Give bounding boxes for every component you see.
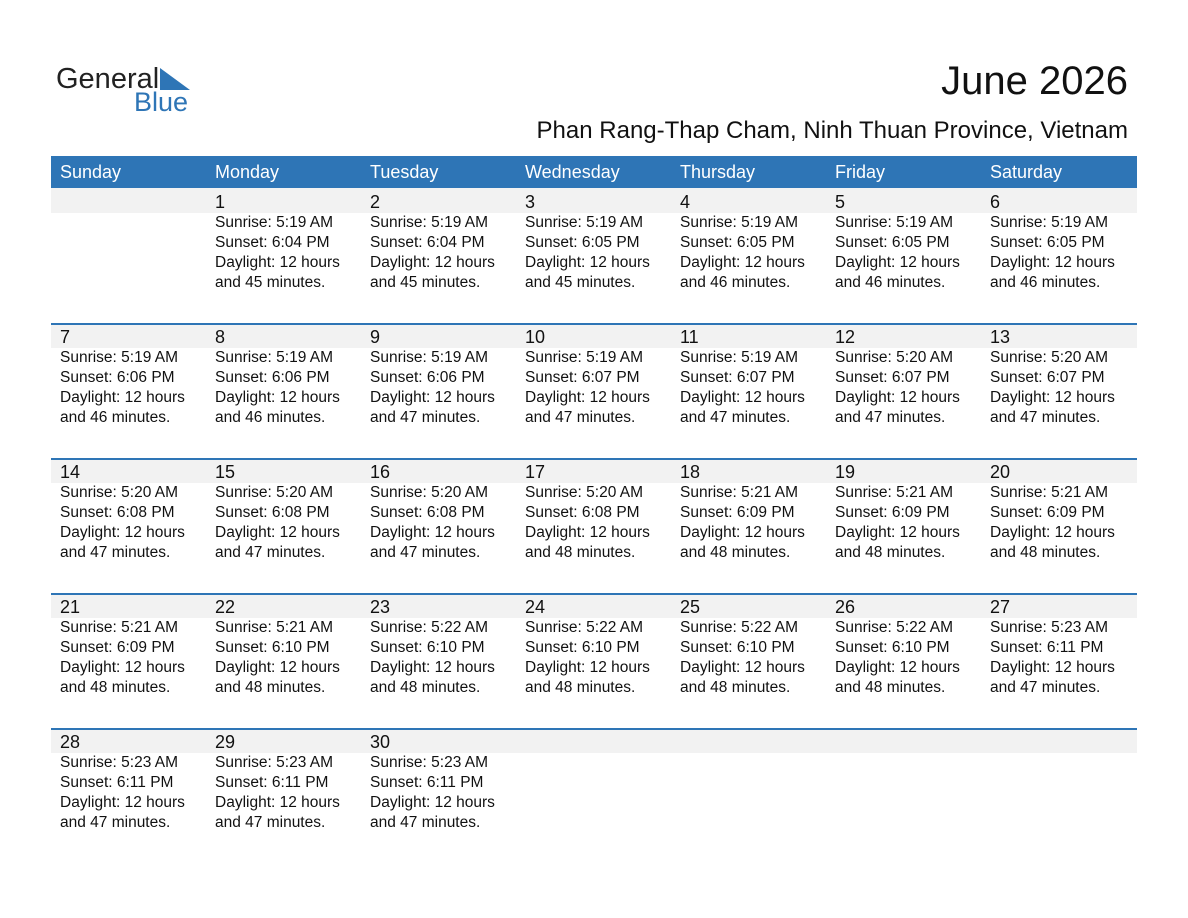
day-number bbox=[525, 728, 671, 753]
sunset-text: Sunset: 6:10 PM bbox=[215, 639, 330, 656]
sunrise-text: Sunrise: 5:19 AM bbox=[215, 214, 334, 231]
daylight-text: Daylight: 12 hours bbox=[370, 794, 495, 811]
calendar-week-row bbox=[51, 728, 1137, 863]
daylight-minutes-text: and 48 minutes. bbox=[835, 679, 946, 696]
sunset-text: Sunset: 6:05 PM bbox=[990, 234, 1105, 251]
daylight-minutes-text: and 47 minutes. bbox=[990, 679, 1101, 696]
daylight-text: Daylight: 12 hours bbox=[525, 389, 650, 406]
daylight-text: Daylight: 12 hours bbox=[680, 254, 805, 271]
sunset-text: Sunset: 6:10 PM bbox=[370, 639, 485, 656]
day-number: 16 bbox=[370, 462, 391, 482]
sunrise-text: Sunrise: 5:23 AM bbox=[60, 754, 179, 771]
day-number: 15 bbox=[215, 462, 236, 482]
sunrise-text: Sunrise: 5:22 AM bbox=[680, 619, 799, 636]
calendar-weeks bbox=[51, 188, 1137, 863]
sunset-text: Sunset: 6:08 PM bbox=[60, 504, 175, 521]
day-cell bbox=[361, 188, 516, 293]
day-cell bbox=[206, 728, 361, 833]
sunset-text: Sunset: 6:05 PM bbox=[835, 234, 950, 251]
sunrise-text: Sunrise: 5:21 AM bbox=[990, 484, 1109, 501]
daylight-minutes-text: and 45 minutes. bbox=[370, 274, 481, 291]
daylight-minutes-text: and 47 minutes. bbox=[215, 814, 326, 831]
sunrise-text: Sunrise: 5:20 AM bbox=[525, 484, 644, 501]
day-cell bbox=[516, 728, 671, 833]
sunrise-text: Sunrise: 5:20 AM bbox=[60, 484, 179, 501]
location-subtitle: Phan Rang-Thap Cham, Ninh Thuan Province, Vietnam bbox=[536, 117, 1128, 144]
daylight-text: Daylight: 12 hours bbox=[215, 659, 340, 676]
day-cell bbox=[51, 728, 206, 833]
weekday-header-sunday: Sunday bbox=[60, 162, 122, 182]
sunrise-text: Sunrise: 5:19 AM bbox=[680, 349, 799, 366]
daylight-text: Daylight: 12 hours bbox=[215, 389, 340, 406]
sunset-text: Sunset: 6:07 PM bbox=[680, 369, 795, 386]
day-cell bbox=[516, 458, 671, 563]
day-cell bbox=[361, 323, 516, 428]
day-number: 17 bbox=[525, 462, 546, 482]
day-cell bbox=[981, 323, 1137, 428]
daylight-minutes-text: and 48 minutes. bbox=[835, 544, 946, 561]
calendar-week-row bbox=[51, 323, 1137, 458]
day-number: 27 bbox=[990, 597, 1011, 617]
daylight-minutes-text: and 46 minutes. bbox=[680, 274, 791, 291]
daylight-minutes-text: and 47 minutes. bbox=[370, 544, 481, 561]
day-number: 7 bbox=[60, 327, 71, 347]
daylight-minutes-text: and 47 minutes. bbox=[60, 814, 171, 831]
sunset-text: Sunset: 6:08 PM bbox=[370, 504, 485, 521]
sunrise-text: Sunrise: 5:23 AM bbox=[990, 619, 1109, 636]
sunrise-text: Sunrise: 5:19 AM bbox=[370, 214, 489, 231]
daylight-text: Daylight: 12 hours bbox=[990, 659, 1115, 676]
day-cell bbox=[206, 458, 361, 563]
day-cell bbox=[826, 593, 981, 698]
sunset-text: Sunset: 6:09 PM bbox=[680, 504, 795, 521]
sunrise-text: Sunrise: 5:22 AM bbox=[370, 619, 489, 636]
daylight-text: Daylight: 12 hours bbox=[370, 389, 495, 406]
daylight-minutes-text: and 48 minutes. bbox=[525, 679, 636, 696]
day-number: 2 bbox=[370, 192, 381, 212]
day-number: 28 bbox=[60, 732, 81, 752]
sunset-text: Sunset: 6:04 PM bbox=[370, 234, 485, 251]
sunset-text: Sunset: 6:07 PM bbox=[835, 369, 950, 386]
sunset-text: Sunset: 6:06 PM bbox=[370, 369, 485, 386]
daylight-minutes-text: and 48 minutes. bbox=[525, 544, 636, 561]
day-number: 24 bbox=[525, 597, 546, 617]
weekday-header-wednesday: Wednesday bbox=[525, 162, 620, 182]
calendar-week-row bbox=[51, 458, 1137, 593]
sunrise-text: Sunrise: 5:23 AM bbox=[370, 754, 489, 771]
day-number: 9 bbox=[370, 327, 381, 347]
sunset-text: Sunset: 6:11 PM bbox=[990, 639, 1104, 656]
sunset-text: Sunset: 6:10 PM bbox=[525, 639, 640, 656]
day-number: 11 bbox=[680, 327, 699, 347]
day-number: 6 bbox=[990, 192, 1001, 212]
day-number: 13 bbox=[990, 327, 1011, 347]
sunset-text: Sunset: 6:09 PM bbox=[60, 639, 175, 656]
day-cell bbox=[51, 323, 206, 428]
logo bbox=[56, 62, 206, 120]
daylight-minutes-text: and 45 minutes. bbox=[215, 274, 326, 291]
sunset-text: Sunset: 6:07 PM bbox=[990, 369, 1105, 386]
week-cells bbox=[51, 458, 1137, 563]
sunset-text: Sunset: 6:11 PM bbox=[370, 774, 484, 791]
sunrise-text: Sunrise: 5:19 AM bbox=[835, 214, 954, 231]
day-number: 1 bbox=[215, 192, 226, 212]
week-cells bbox=[51, 188, 1137, 293]
day-number: 29 bbox=[215, 732, 236, 752]
day-number: 14 bbox=[60, 462, 81, 482]
daylight-text: Daylight: 12 hours bbox=[525, 659, 650, 676]
day-cell bbox=[826, 458, 981, 563]
sunset-text: Sunset: 6:04 PM bbox=[215, 234, 330, 251]
weekday-header-saturday: Saturday bbox=[990, 162, 1063, 182]
sunset-text: Sunset: 6:05 PM bbox=[525, 234, 640, 251]
page-title: June 2026 bbox=[941, 59, 1128, 103]
daylight-text: Daylight: 12 hours bbox=[60, 389, 185, 406]
daylight-text: Daylight: 12 hours bbox=[215, 794, 340, 811]
day-cell bbox=[981, 728, 1137, 833]
sunset-text: Sunset: 6:09 PM bbox=[835, 504, 950, 521]
logo-word-blue: Blue bbox=[134, 87, 189, 117]
day-number: 26 bbox=[835, 597, 856, 617]
daylight-text: Daylight: 12 hours bbox=[60, 659, 185, 676]
day-number: 21 bbox=[60, 597, 81, 617]
sunrise-text: Sunrise: 5:20 AM bbox=[370, 484, 489, 501]
daylight-text: Daylight: 12 hours bbox=[525, 254, 650, 271]
sunrise-text: Sunrise: 5:19 AM bbox=[60, 349, 179, 366]
sunset-text: Sunset: 6:08 PM bbox=[215, 504, 330, 521]
sunrise-text: Sunrise: 5:20 AM bbox=[835, 349, 954, 366]
day-number: 5 bbox=[835, 192, 846, 212]
sunrise-text: Sunrise: 5:19 AM bbox=[370, 349, 489, 366]
daylight-minutes-text: and 47 minutes. bbox=[990, 409, 1101, 426]
weekday-header-tuesday: Tuesday bbox=[370, 162, 439, 182]
day-cell bbox=[826, 188, 981, 293]
day-number: 4 bbox=[680, 192, 691, 212]
daylight-text: Daylight: 12 hours bbox=[525, 524, 650, 541]
daylight-minutes-text: and 48 minutes. bbox=[60, 679, 171, 696]
sunrise-text: Sunrise: 5:22 AM bbox=[835, 619, 954, 636]
day-cell bbox=[981, 188, 1137, 293]
sunrise-text: Sunrise: 5:20 AM bbox=[215, 484, 334, 501]
daylight-minutes-text: and 47 minutes. bbox=[525, 409, 636, 426]
day-number: 8 bbox=[215, 327, 226, 347]
daylight-text: Daylight: 12 hours bbox=[60, 524, 185, 541]
sunrise-text: Sunrise: 5:19 AM bbox=[525, 349, 644, 366]
daylight-minutes-text: and 46 minutes. bbox=[60, 409, 171, 426]
daylight-text: Daylight: 12 hours bbox=[990, 524, 1115, 541]
weekday-header-monday: Monday bbox=[215, 162, 280, 182]
day-number: 10 bbox=[525, 327, 546, 347]
daylight-text: Daylight: 12 hours bbox=[680, 389, 805, 406]
sunset-text: Sunset: 6:06 PM bbox=[60, 369, 175, 386]
day-cell bbox=[981, 593, 1137, 698]
day-cell bbox=[51, 188, 206, 293]
daylight-text: Daylight: 12 hours bbox=[370, 524, 495, 541]
day-number bbox=[60, 188, 206, 213]
daylight-minutes-text: and 47 minutes. bbox=[835, 409, 946, 426]
day-cell bbox=[516, 593, 671, 698]
week-cells bbox=[51, 593, 1137, 698]
day-number: 30 bbox=[370, 732, 391, 752]
sunrise-text: Sunrise: 5:21 AM bbox=[680, 484, 799, 501]
day-number: 20 bbox=[990, 462, 1011, 482]
sunrise-text: Sunrise: 5:21 AM bbox=[60, 619, 179, 636]
day-cell bbox=[671, 728, 826, 833]
day-cell bbox=[361, 728, 516, 833]
daylight-minutes-text: and 46 minutes. bbox=[835, 274, 946, 291]
daylight-minutes-text: and 48 minutes. bbox=[990, 544, 1101, 561]
sunset-text: Sunset: 6:09 PM bbox=[990, 504, 1105, 521]
sunset-text: Sunset: 6:10 PM bbox=[835, 639, 950, 656]
calendar-grid bbox=[51, 156, 1137, 863]
daylight-minutes-text: and 48 minutes. bbox=[680, 679, 791, 696]
sunrise-text: Sunrise: 5:19 AM bbox=[525, 214, 644, 231]
day-number: 25 bbox=[680, 597, 701, 617]
daylight-minutes-text: and 48 minutes. bbox=[215, 679, 326, 696]
day-cell bbox=[671, 323, 826, 428]
day-number bbox=[835, 728, 981, 753]
weekday-header-row bbox=[51, 156, 1137, 188]
daylight-text: Daylight: 12 hours bbox=[835, 254, 960, 271]
sunset-text: Sunset: 6:11 PM bbox=[60, 774, 174, 791]
daylight-minutes-text: and 48 minutes. bbox=[370, 679, 481, 696]
daylight-minutes-text: and 46 minutes. bbox=[990, 274, 1101, 291]
weekday-header-friday: Friday bbox=[835, 162, 886, 182]
sunset-text: Sunset: 6:05 PM bbox=[680, 234, 795, 251]
day-cell bbox=[206, 188, 361, 293]
daylight-minutes-text: and 47 minutes. bbox=[370, 814, 481, 831]
day-cell bbox=[826, 728, 981, 833]
daylight-text: Daylight: 12 hours bbox=[990, 254, 1115, 271]
day-number bbox=[990, 728, 1137, 753]
day-cell bbox=[516, 323, 671, 428]
day-cell bbox=[206, 593, 361, 698]
sunrise-text: Sunrise: 5:21 AM bbox=[835, 484, 954, 501]
day-number: 22 bbox=[215, 597, 236, 617]
sunset-text: Sunset: 6:06 PM bbox=[215, 369, 330, 386]
daylight-text: Daylight: 12 hours bbox=[835, 389, 960, 406]
daylight-text: Daylight: 12 hours bbox=[60, 794, 185, 811]
sunrise-text: Sunrise: 5:19 AM bbox=[990, 214, 1109, 231]
sunrise-text: Sunrise: 5:19 AM bbox=[680, 214, 799, 231]
daylight-text: Daylight: 12 hours bbox=[370, 254, 495, 271]
day-cell bbox=[516, 188, 671, 293]
daylight-text: Daylight: 12 hours bbox=[680, 659, 805, 676]
sunrise-text: Sunrise: 5:20 AM bbox=[990, 349, 1109, 366]
daylight-minutes-text: and 46 minutes. bbox=[215, 409, 326, 426]
daylight-text: Daylight: 12 hours bbox=[370, 659, 495, 676]
day-cell bbox=[206, 323, 361, 428]
daylight-text: Daylight: 12 hours bbox=[990, 389, 1115, 406]
sunset-text: Sunset: 6:08 PM bbox=[525, 504, 640, 521]
day-number bbox=[680, 728, 826, 753]
daylight-minutes-text: and 48 minutes. bbox=[680, 544, 791, 561]
sunrise-text: Sunrise: 5:23 AM bbox=[215, 754, 334, 771]
day-cell bbox=[361, 593, 516, 698]
day-number: 3 bbox=[525, 192, 536, 212]
sunset-text: Sunset: 6:07 PM bbox=[525, 369, 640, 386]
day-cell bbox=[51, 458, 206, 563]
day-cell bbox=[361, 458, 516, 563]
daylight-text: Daylight: 12 hours bbox=[680, 524, 805, 541]
day-cell bbox=[671, 458, 826, 563]
day-number: 19 bbox=[835, 462, 856, 482]
calendar-week-row bbox=[51, 188, 1137, 323]
daylight-minutes-text: and 47 minutes. bbox=[60, 544, 171, 561]
daylight-minutes-text: and 47 minutes. bbox=[680, 409, 791, 426]
day-number: 12 bbox=[835, 327, 856, 347]
week-cells bbox=[51, 728, 1137, 833]
sunset-text: Sunset: 6:10 PM bbox=[680, 639, 795, 656]
sunset-text: Sunset: 6:11 PM bbox=[215, 774, 329, 791]
daylight-minutes-text: and 45 minutes. bbox=[525, 274, 636, 291]
daylight-minutes-text: and 47 minutes. bbox=[370, 409, 481, 426]
week-cells bbox=[51, 323, 1137, 428]
day-cell bbox=[826, 323, 981, 428]
daylight-text: Daylight: 12 hours bbox=[215, 254, 340, 271]
day-cell bbox=[671, 593, 826, 698]
weekday-header-thursday: Thursday bbox=[680, 162, 756, 182]
logo-word-general: General bbox=[56, 63, 160, 95]
daylight-minutes-text: and 47 minutes. bbox=[215, 544, 326, 561]
sunrise-text: Sunrise: 5:21 AM bbox=[215, 619, 334, 636]
daylight-text: Daylight: 12 hours bbox=[835, 524, 960, 541]
daylight-text: Daylight: 12 hours bbox=[215, 524, 340, 541]
calendar-week-row bbox=[51, 593, 1137, 728]
sunrise-text: Sunrise: 5:22 AM bbox=[525, 619, 644, 636]
day-cell bbox=[51, 593, 206, 698]
day-number: 23 bbox=[370, 597, 391, 617]
sunrise-text: Sunrise: 5:19 AM bbox=[215, 349, 334, 366]
day-number: 18 bbox=[680, 462, 701, 482]
day-cell bbox=[981, 458, 1137, 563]
day-cell bbox=[671, 188, 826, 293]
daylight-text: Daylight: 12 hours bbox=[835, 659, 960, 676]
